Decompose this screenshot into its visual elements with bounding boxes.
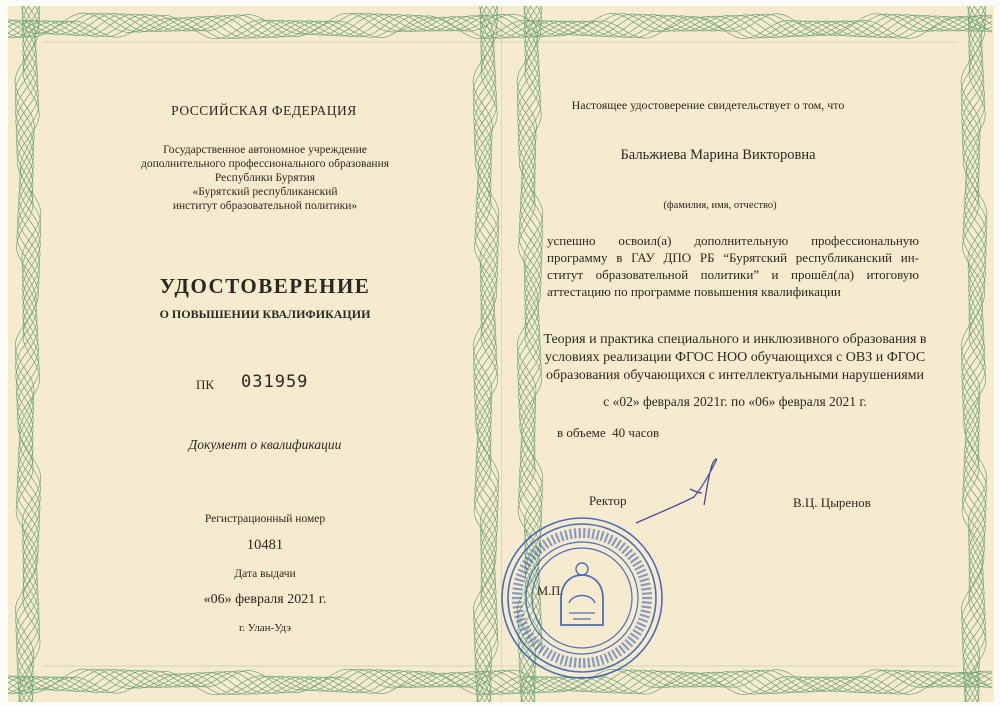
recipient-name: Бальжиева Марина Викторовна — [620, 147, 816, 163]
rector-name: В.Ц. Цыренов — [793, 495, 871, 510]
body-line-3: ститут образовательной политики” и прошёл(ла) итоговую — [547, 267, 919, 282]
city: г. Улан-Удэ — [238, 622, 292, 634]
certificate-number: 031959 — [241, 372, 309, 392]
study-volume: в объеме 40 часов — [557, 425, 660, 440]
country-heading: РОССИЙСКАЯ ФЕДЕРАЦИЯ — [171, 103, 357, 118]
org-line-5: институт образовательной политики» — [172, 200, 358, 212]
issue-date-label: Дата выдачи — [234, 568, 296, 580]
org-line-3: Республики Бурятия — [214, 172, 316, 184]
intro-text: Настоящее удостоверение свидетельствует о том, что — [571, 98, 845, 112]
org-line-1: Государственное автономное учреждение — [163, 144, 367, 156]
body-line-2: программу в ГАУ ДПО РБ “Бурятский республиканский ин- — [547, 250, 919, 265]
document-type: Документ о квалификации — [188, 437, 342, 452]
body-line-1: успешно освоил(а) дополнительную профессиональную — [547, 233, 919, 248]
study-period: с «02» февраля 2021г. по «06» февраля 2021 г. — [603, 394, 867, 409]
document-title: УДОСТОВЕРЕНИЕ — [159, 274, 371, 298]
name-caption: (фамилия, имя, отчество) — [663, 200, 777, 211]
registration-label: Регистрационный номер — [204, 513, 326, 525]
series-label: ПК — [196, 377, 215, 392]
rector-label: Ректор — [589, 493, 627, 508]
body-line-4: аттестацию по программе повышения квалификации — [547, 284, 841, 299]
org-line-4: «Бурятский республиканский — [192, 186, 338, 198]
stamp-place-label: М.П. — [537, 584, 564, 598]
program-line-3: образования обучающихся с интеллектуальными нарушениями — [545, 368, 924, 383]
program-line-2: условиях реализации ФГОС НОО обучающихся с ОВЗ и ФГОС — [544, 350, 926, 365]
program-line-1: Теория и практика специального и инклюзивного образования в — [543, 332, 927, 347]
registration-number: 10481 — [246, 537, 284, 553]
org-line-2: дополнительного профессионального образования — [140, 158, 390, 170]
issue-date: «06» февраля 2021 г. — [203, 592, 327, 607]
official-seal — [497, 513, 667, 683]
document-subtitle: О ПОВЫШЕНИИ КВАЛИФИКАЦИИ — [159, 307, 371, 321]
